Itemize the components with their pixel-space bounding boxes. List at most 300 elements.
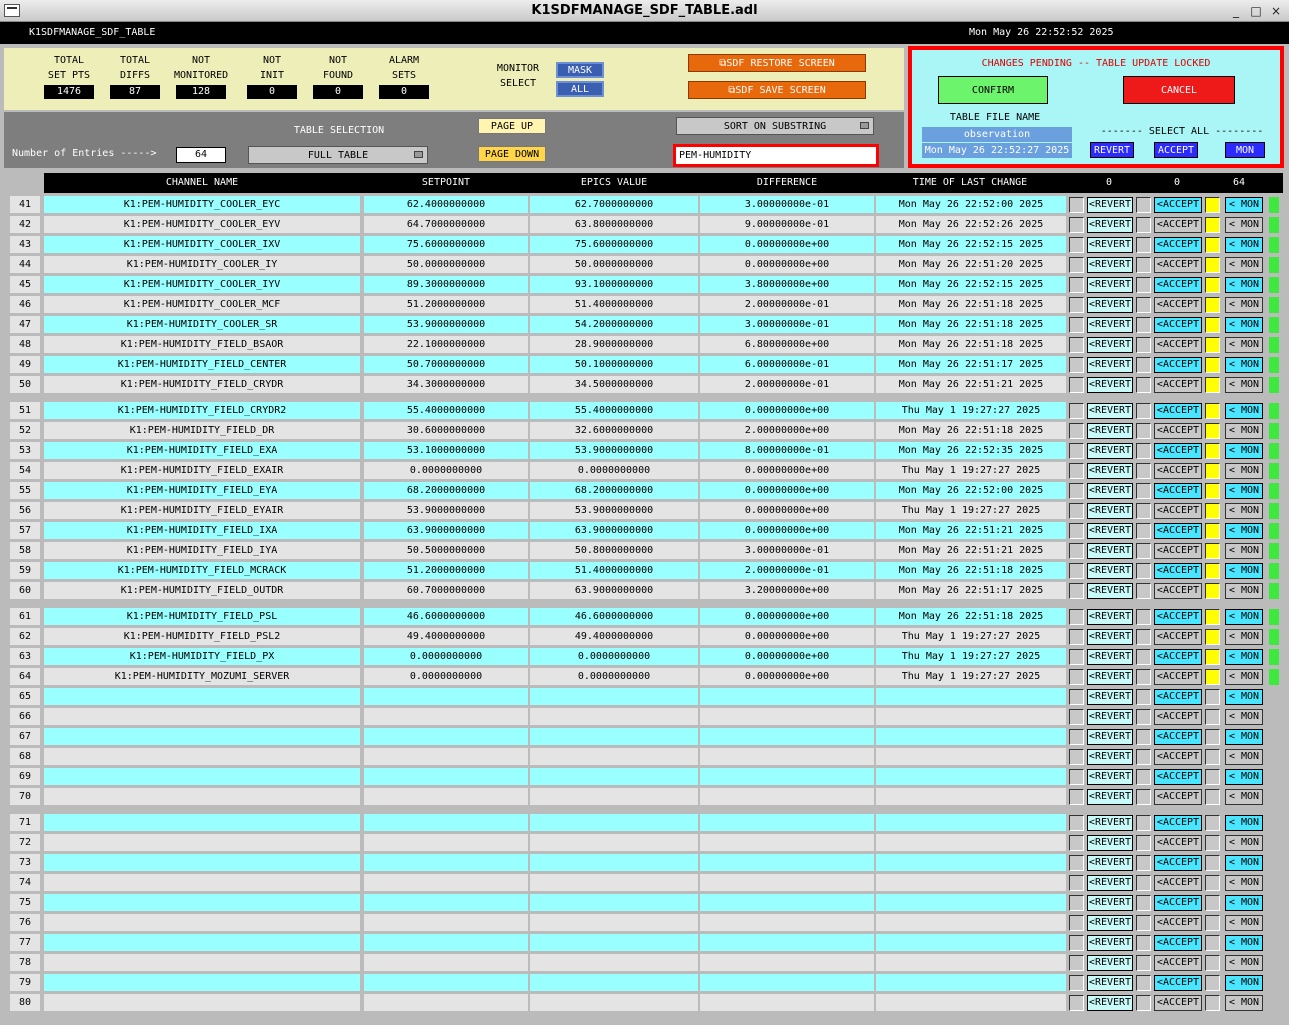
accept-button[interactable]: <ACCEPT [1154,669,1202,685]
mon-button[interactable]: < MON [1225,935,1263,951]
revert-checkbox[interactable] [1069,297,1084,313]
revert-checkbox[interactable] [1069,729,1084,745]
table-selection-dropdown[interactable] [248,146,428,164]
accept-label: ACCEPT [1162,505,1200,516]
accept-checkbox[interactable] [1136,317,1151,333]
epics-value: 54.2000000000 [530,316,698,333]
revert-button[interactable]: <REVERT [1087,895,1133,911]
mon-button[interactable]: < MON [1225,563,1263,579]
accept-checkbox[interactable] [1136,543,1151,559]
revert-checkbox[interactable] [1069,749,1084,765]
revert-button[interactable]: <REVERT [1087,337,1133,353]
mon-button[interactable]: < MON [1225,815,1263,831]
accept-checkbox[interactable] [1136,689,1151,705]
revert-button[interactable]: <REVERT [1087,563,1133,579]
revert-button[interactable]: <REVERT [1087,935,1133,951]
sdf-save-screen-button[interactable] [688,81,866,99]
revert-checkbox[interactable] [1069,217,1084,233]
mon-checkbox[interactable] [1205,217,1220,233]
accept-button[interactable]: <ACCEPT [1154,217,1202,233]
mon-button[interactable]: < MON [1225,483,1263,499]
accept-checkbox[interactable] [1136,669,1151,685]
accept-button[interactable]: <ACCEPT [1154,543,1202,559]
mon-checkbox[interactable] [1205,583,1220,599]
mon-button[interactable]: < MON [1225,277,1263,293]
accept-button[interactable]: <ACCEPT [1154,483,1202,499]
revert-checkbox[interactable] [1069,935,1084,951]
accept-checkbox[interactable] [1136,955,1151,971]
mon-button[interactable]: < MON [1225,217,1263,233]
mon-button[interactable]: < MON [1225,689,1263,705]
revert-checkbox[interactable] [1069,357,1084,373]
mon-button[interactable]: < MON [1225,357,1263,373]
accept-button[interactable]: <ACCEPT [1154,257,1202,273]
revert-checkbox[interactable] [1069,377,1084,393]
revert-button[interactable]: <REVERT [1087,669,1133,685]
row-number: 62 [10,628,40,645]
revert-checkbox[interactable] [1069,277,1084,293]
accept-button[interactable]: <ACCEPT [1154,649,1202,665]
accept-button[interactable]: <ACCEPT [1154,629,1202,645]
row-number: 49 [10,356,40,373]
accept-label: ACCEPT [1162,585,1200,596]
revert-button[interactable]: <REVERT [1087,855,1133,871]
revert-button[interactable]: <REVERT [1087,463,1133,479]
accept-button[interactable]: <ACCEPT [1154,563,1202,579]
accept-button[interactable]: <ACCEPT [1154,523,1202,539]
mon-checkbox[interactable] [1205,729,1220,745]
accept-button[interactable]: <ACCEPT [1154,377,1202,393]
mon-button[interactable]: < MON [1225,769,1263,785]
page-up-button[interactable]: PAGE UP [478,118,546,134]
revert-button[interactable]: <REVERT [1087,649,1133,665]
accept-checkbox[interactable] [1136,709,1151,725]
accept-button[interactable]: <ACCEPT [1154,815,1202,831]
sort-dropdown[interactable] [676,117,874,135]
accept-checkbox[interactable] [1136,257,1151,273]
accept-checkbox[interactable] [1136,377,1151,393]
mon-label: MON [1240,937,1260,948]
revert-button[interactable]: <REVERT [1087,689,1133,705]
revert-label: REVERT [1094,199,1132,210]
revert-checkbox[interactable] [1069,317,1084,333]
accept-checkbox[interactable] [1136,935,1151,951]
mon-checkbox[interactable] [1205,855,1220,871]
revert-button[interactable]: <REVERT [1087,377,1133,393]
revert-button[interactable]: <REVERT [1087,629,1133,645]
mon-checkbox[interactable] [1205,955,1220,971]
minimize-icon[interactable]: _ [1233,4,1239,18]
revert-checkbox[interactable] [1069,197,1084,213]
accept-checkbox[interactable] [1136,523,1151,539]
revert-checkbox[interactable] [1069,563,1084,579]
mon-button[interactable]: < MON [1225,855,1263,871]
accept-checkbox[interactable] [1136,975,1151,991]
all-button[interactable]: ALL [556,81,604,97]
accept-button[interactable]: <ACCEPT [1154,443,1202,459]
mon-checkbox[interactable] [1205,649,1220,665]
revert-button[interactable]: <REVERT [1087,197,1133,213]
accept-checkbox[interactable] [1136,483,1151,499]
accept-checkbox[interactable] [1136,463,1151,479]
accept-button[interactable]: <ACCEPT [1154,855,1202,871]
mon-checkbox[interactable] [1205,197,1220,213]
mon-button[interactable]: < MON [1225,955,1263,971]
revert-checkbox[interactable] [1069,875,1084,891]
revert-button[interactable]: <REVERT [1087,217,1133,233]
row-number: 80 [10,994,40,1011]
mon-button[interactable]: < MON [1225,503,1263,519]
mon-button[interactable]: < MON [1225,975,1263,991]
close-icon[interactable]: × [1270,4,1282,18]
revert-button[interactable]: <REVERT [1087,915,1133,931]
mon-checkbox[interactable] [1205,789,1220,805]
channel-name [44,788,360,805]
revert-checkbox[interactable] [1069,543,1084,559]
mon-checkbox[interactable] [1205,543,1220,559]
mon-button[interactable]: < MON [1225,337,1263,353]
mon-checkbox[interactable] [1205,237,1220,253]
accept-checkbox[interactable] [1136,237,1151,253]
mask-button[interactable]: MASK [556,62,604,78]
mon-button[interactable]: < MON [1225,543,1263,559]
revert-checkbox[interactable] [1069,337,1084,353]
last-change-time: Thu May 1 19:27:27 2025 [876,668,1066,685]
accept-button[interactable]: <ACCEPT [1154,709,1202,725]
mon-checkbox[interactable] [1205,995,1220,1011]
row-number: 44 [10,256,40,273]
table-row [0,972,1289,992]
revert-checkbox[interactable] [1069,649,1084,665]
accept-button[interactable]: <ACCEPT [1154,975,1202,991]
accept-checkbox[interactable] [1136,217,1151,233]
accept-checkbox[interactable] [1136,423,1151,439]
accept-button[interactable]: <ACCEPT [1154,609,1202,625]
epics-value [530,874,698,891]
accept-button[interactable]: <ACCEPT [1154,337,1202,353]
accept-checkbox[interactable] [1136,403,1151,419]
mon-checkbox[interactable] [1205,523,1220,539]
mon-checkbox[interactable] [1205,297,1220,313]
revert-checkbox[interactable] [1069,689,1084,705]
setpoint-value [364,688,528,705]
mon-button[interactable]: < MON [1225,403,1263,419]
revert-checkbox[interactable] [1069,709,1084,725]
mon-checkbox[interactable] [1205,257,1220,273]
revert-checkbox[interactable] [1069,583,1084,599]
revert-button[interactable]: <REVERT [1087,257,1133,273]
accept-button[interactable]: <ACCEPT [1154,317,1202,333]
revert-checkbox[interactable] [1069,523,1084,539]
status-indicator [1269,237,1279,253]
epics-value [530,728,698,745]
mon-checkbox[interactable] [1205,463,1220,479]
banner-bar [0,22,1289,44]
accept-checkbox[interactable] [1136,337,1151,353]
accept-label: ACCEPT [1162,259,1200,270]
chevron-down-icon [414,151,423,158]
revert-button[interactable]: <REVERT [1087,357,1133,373]
accept-checkbox[interactable] [1136,875,1151,891]
mon-checkbox[interactable] [1205,423,1220,439]
cancel-button[interactable]: CANCEL [1123,76,1235,104]
mon-checkbox[interactable] [1205,443,1220,459]
revert-label: REVERT [1094,259,1132,270]
accept-checkbox[interactable] [1136,895,1151,911]
mon-checkbox[interactable] [1205,403,1220,419]
mon-button[interactable]: < MON [1225,583,1263,599]
accept-checkbox[interactable] [1136,749,1151,765]
mon-checkbox[interactable] [1205,689,1220,705]
mon-checkbox[interactable] [1205,357,1220,373]
revert-button[interactable]: <REVERT [1087,503,1133,519]
accept-checkbox[interactable] [1136,297,1151,313]
revert-checkbox[interactable] [1069,257,1084,273]
accept-checkbox[interactable] [1136,995,1151,1011]
mon-checkbox[interactable] [1205,317,1220,333]
revert-button[interactable]: <REVERT [1087,483,1133,499]
table-row [0,686,1289,706]
revert-button[interactable]: <REVERT [1087,709,1133,725]
mon-checkbox[interactable] [1205,669,1220,685]
revert-button[interactable]: <REVERT [1087,769,1133,785]
setpoint-value [364,788,528,805]
mon-button[interactable]: < MON [1225,669,1263,685]
accept-button[interactable]: <ACCEPT [1154,689,1202,705]
accept-button[interactable]: <ACCEPT [1154,277,1202,293]
accept-label: ACCEPT [1162,711,1200,722]
revert-button[interactable]: <REVERT [1087,955,1133,971]
revert-button[interactable]: <REVERT [1087,583,1133,599]
mon-button[interactable]: < MON [1225,895,1263,911]
mon-button[interactable]: < MON [1225,237,1263,253]
mon-checkbox[interactable] [1205,377,1220,393]
mon-button[interactable]: < MON [1225,423,1263,439]
row-number: 74 [10,874,40,891]
mon-checkbox[interactable] [1205,815,1220,831]
accept-button[interactable]: <ACCEPT [1154,895,1202,911]
accept-checkbox[interactable] [1136,197,1151,213]
mon-checkbox[interactable] [1205,609,1220,625]
revert-checkbox[interactable] [1069,237,1084,253]
accept-checkbox[interactable] [1136,357,1151,373]
table-row [0,580,1289,600]
mon-checkbox[interactable] [1205,337,1220,353]
revert-button[interactable]: <REVERT [1087,297,1133,313]
table-row [0,812,1289,832]
accept-checkbox[interactable] [1136,729,1151,745]
mon-button[interactable]: < MON [1225,463,1263,479]
mon-checkbox[interactable] [1205,769,1220,785]
accept-button[interactable]: <ACCEPT [1154,995,1202,1011]
mon-checkbox[interactable] [1205,629,1220,645]
revert-button[interactable]: <REVERT [1087,875,1133,891]
mon-checkbox[interactable] [1205,749,1220,765]
mon-button[interactable]: < MON [1225,523,1263,539]
sort-label: SORT ON SUBSTRING [723,120,827,132]
mon-button[interactable]: < MON [1225,649,1263,665]
row-number: 63 [10,648,40,665]
difference-value [700,708,874,725]
accept-button[interactable]: <ACCEPT [1154,915,1202,931]
screen-link-icon: ⧉ [728,84,736,96]
revert-checkbox[interactable] [1069,669,1084,685]
epics-value [530,788,698,805]
stat-value: 87 [110,85,160,99]
table-row [0,440,1289,460]
mon-button[interactable]: < MON [1225,609,1263,625]
revert-checkbox[interactable] [1069,895,1084,911]
accept-checkbox[interactable] [1136,629,1151,645]
accept-button[interactable]: <ACCEPT [1154,463,1202,479]
revert-checkbox[interactable] [1069,609,1084,625]
mon-button[interactable]: < MON [1225,443,1263,459]
mon-checkbox[interactable] [1205,503,1220,519]
accept-button[interactable]: <ACCEPT [1154,503,1202,519]
mon-checkbox[interactable] [1205,915,1220,931]
accept-button[interactable]: <ACCEPT [1154,583,1202,599]
accept-checkbox[interactable] [1136,583,1151,599]
mon-button[interactable]: < MON [1225,317,1263,333]
mon-checkbox[interactable] [1205,277,1220,293]
accept-checkbox[interactable] [1136,915,1151,931]
last-change-time: Mon May 26 22:51:17 2025 [876,356,1066,373]
mon-button[interactable]: < MON [1225,377,1263,393]
substring-field[interactable] [673,144,879,167]
revert-checkbox[interactable] [1069,503,1084,519]
confirm-button[interactable]: CONFIRM [938,76,1048,104]
mon-button[interactable]: < MON [1225,629,1263,645]
revert-button[interactable]: <REVERT [1087,835,1133,851]
accept-button[interactable]: <ACCEPT [1154,729,1202,745]
revert-checkbox[interactable] [1069,629,1084,645]
revert-button[interactable]: <REVERT [1087,403,1133,419]
mon-checkbox[interactable] [1205,709,1220,725]
page-down-button[interactable]: PAGE DOWN [478,146,546,162]
mon-checkbox[interactable] [1205,895,1220,911]
accept-checkbox[interactable] [1136,769,1151,785]
revert-button[interactable]: <REVERT [1087,237,1133,253]
accept-all-button[interactable]: ACCEPT [1154,142,1198,158]
mon-button[interactable]: < MON [1225,749,1263,765]
revert-checkbox[interactable] [1069,915,1084,931]
revert-checkbox[interactable] [1069,443,1084,459]
revert-checkbox[interactable] [1069,855,1084,871]
revert-checkbox[interactable] [1069,955,1084,971]
revert-button[interactable]: <REVERT [1087,543,1133,559]
accept-checkbox[interactable] [1136,609,1151,625]
revert-checkbox[interactable] [1069,463,1084,479]
accept-checkbox[interactable] [1136,649,1151,665]
mon-button[interactable]: < MON [1225,197,1263,213]
revert-checkbox[interactable] [1069,835,1084,851]
revert-button[interactable]: <REVERT [1087,423,1133,439]
accept-checkbox[interactable] [1136,815,1151,831]
revert-checkbox[interactable] [1069,403,1084,419]
difference-value: 0.00000000e+00 [700,462,874,479]
accept-button[interactable]: <ACCEPT [1154,237,1202,253]
setpoint-value: 50.5000000000 [364,542,528,559]
accept-button[interactable]: <ACCEPT [1154,835,1202,851]
accept-checkbox[interactable] [1136,789,1151,805]
revert-button[interactable]: <REVERT [1087,317,1133,333]
accept-button[interactable]: <ACCEPT [1154,403,1202,419]
revert-button[interactable]: <REVERT [1087,523,1133,539]
revert-checkbox[interactable] [1069,789,1084,805]
maximize-icon[interactable]: □ [1250,4,1262,18]
accept-checkbox[interactable] [1136,443,1151,459]
channel-name: K1:PEM-HUMIDITY_COOLER_IYV [44,276,360,293]
mon-button[interactable]: < MON [1225,297,1263,313]
accept-button[interactable]: <ACCEPT [1154,875,1202,891]
accept-button[interactable]: <ACCEPT [1154,297,1202,313]
accept-checkbox[interactable] [1136,277,1151,293]
revert-button[interactable]: <REVERT [1087,609,1133,625]
revert-label: REVERT [1094,691,1132,702]
mon-button[interactable]: < MON [1225,915,1263,931]
col-accept-count: 0 [1173,177,1181,188]
mon-checkbox[interactable] [1205,875,1220,891]
revert-button[interactable]: <REVERT [1087,729,1133,745]
accept-button[interactable]: <ACCEPT [1154,769,1202,785]
revert-button[interactable]: <REVERT [1087,443,1133,459]
accept-checkbox[interactable] [1136,503,1151,519]
revert-checkbox[interactable] [1069,423,1084,439]
revert-button[interactable]: <REVERT [1087,975,1133,991]
revert-button[interactable]: <REVERT [1087,749,1133,765]
accept-button[interactable]: <ACCEPT [1154,935,1202,951]
mon-checkbox[interactable] [1205,835,1220,851]
sdf-restore-screen-button[interactable] [688,54,866,72]
revert-button[interactable]: <REVERT [1087,995,1133,1011]
stat-label-line1: NOT [191,55,211,66]
mon-button[interactable]: < MON [1225,257,1263,273]
revert-button[interactable]: <REVERT [1087,815,1133,831]
revert-checkbox[interactable] [1069,769,1084,785]
mon-button[interactable]: < MON [1225,875,1263,891]
revert-checkbox[interactable] [1069,815,1084,831]
accept-button[interactable]: <ACCEPT [1154,789,1202,805]
revert-checkbox[interactable] [1069,975,1084,991]
difference-value: 3.00000000e-01 [700,316,874,333]
setpoint-value: 68.2000000000 [364,482,528,499]
accept-checkbox[interactable] [1136,835,1151,851]
revert-button[interactable]: <REVERT [1087,277,1133,293]
revert-button[interactable]: <REVERT [1087,789,1133,805]
mon-all-button[interactable]: MON [1225,142,1265,158]
accept-checkbox[interactable] [1136,855,1151,871]
mon-button[interactable]: < MON [1225,789,1263,805]
mon-checkbox[interactable] [1205,483,1220,499]
accept-button[interactable]: <ACCEPT [1154,357,1202,373]
accept-checkbox[interactable] [1136,563,1151,579]
mon-checkbox[interactable] [1205,563,1220,579]
revert-checkbox[interactable] [1069,995,1084,1011]
accept-button[interactable]: <ACCEPT [1154,197,1202,213]
revert-checkbox[interactable] [1069,483,1084,499]
mon-checkbox[interactable] [1205,935,1220,951]
mon-button[interactable]: < MON [1225,729,1263,745]
accept-button[interactable]: <ACCEPT [1154,423,1202,439]
revert-all-button[interactable]: REVERT [1090,142,1134,158]
mon-button[interactable]: < MON [1225,835,1263,851]
mon-button[interactable]: < MON [1225,709,1263,725]
accept-button[interactable]: <ACCEPT [1154,749,1202,765]
mon-checkbox[interactable] [1205,975,1220,991]
accept-button[interactable]: <ACCEPT [1154,955,1202,971]
mon-button[interactable]: < MON [1225,995,1263,1011]
accept-label: ACCEPT [1162,239,1200,250]
